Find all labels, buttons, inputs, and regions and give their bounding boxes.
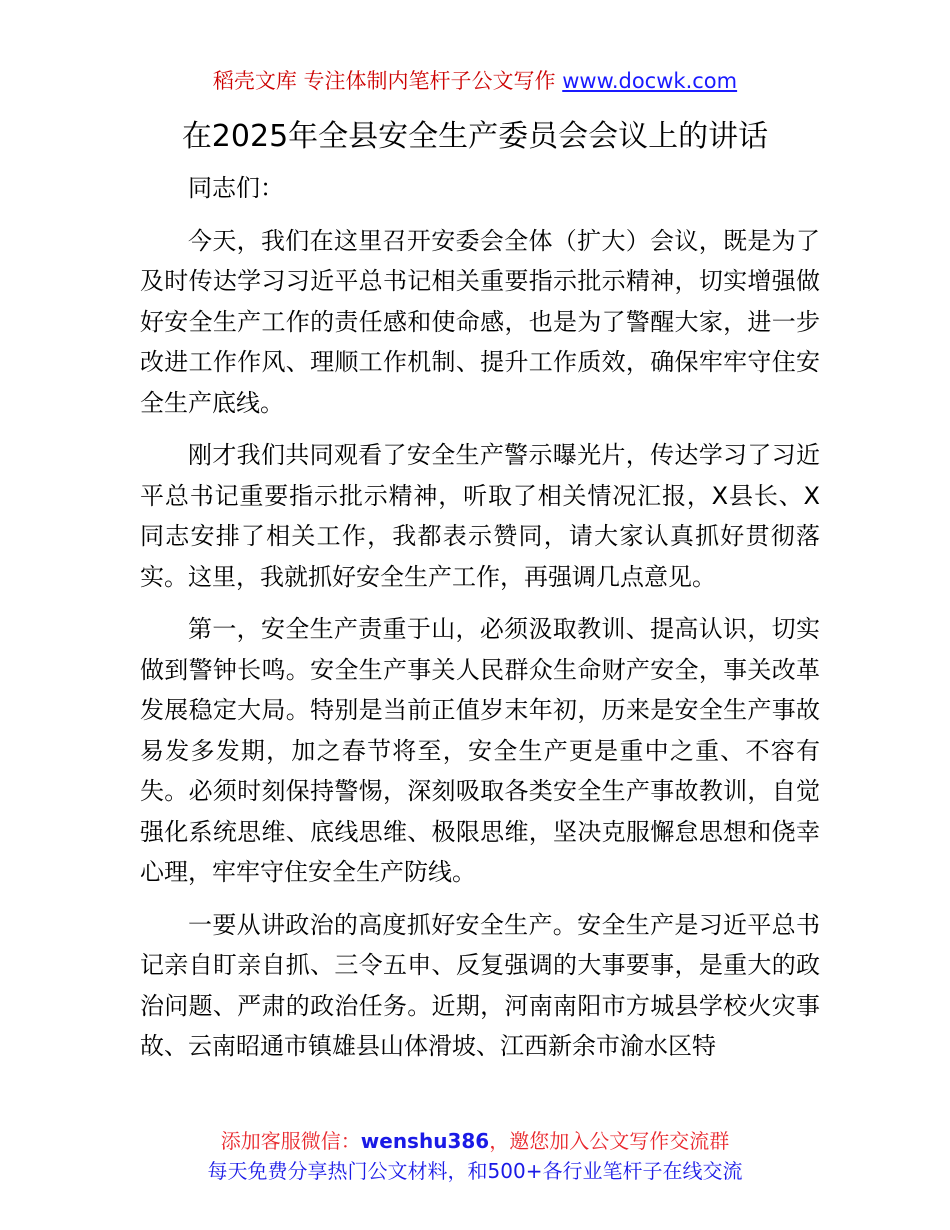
footer-wechat-prefix: 添加客服微信：	[220, 1129, 361, 1153]
paragraph: 第一，安全生产责重于山，必须汲取教训、提高认识，切实做到警钟长鸣。安全生产事关人民群众生命财产安全，事关改革发展稳定大局。特别是当前正值岁末年初，历来是安全生产事故易发多发期，加之春节将至，安全生产更是重中之重、不容有失。必须时刻保持警惕，深刻吸取各类安全生产事故教训，自觉强化系统思维、底线思维、极限思维，坚决克服懈怠思想和侥幸心理，牢牢守住安全生产防线。	[140, 615, 820, 886]
document-title: 在2025年全县安全生产委员会会议上的讲话	[181, 119, 769, 154]
paragraph: 刚才我们共同观看了安全生产警示曝光片，传达学习了习近平总书记重要指示批示精神，听取了相关情况汇报，X县长、X同志安排了相关工作，我都表示赞同，请大家认真抓好贯彻落实。这里，我就抓好安全生产工作，再强调几点意见。	[140, 441, 820, 591]
site-header	[0, 66, 950, 96]
document-body	[140, 168, 820, 1079]
paragraph: 今天，我们在这里召开安委会全体（扩大）会议，既是为了及时传达学习习近平总书记相关重要指示批示精神，切实增强做好安全生产工作的责任感和使命感，也是为了警醒大家，进一步改进工作作风、理顺工作机制、提升工作质效，确保牢牢守住安全生产底线。	[140, 226, 820, 417]
site-brand-text: 稻壳文库 专注体制内笔杆子公文写作	[212, 69, 563, 93]
paragraph: 一要从讲政治的高度抓好安全生产。安全生产是习近平总书记亲自盯亲自抓、三令五申、反复强调的大事要事，是重大的政治问题、严肃的政治任务。近期，河南南阳市方城县学校火灾事故、云南昭通市镇雄县山体滑坡、江西新余市渝水区特	[140, 910, 820, 1060]
footer-share-line: 每天免费分享热门公文材料，和500+各行业笔杆子在线交流	[207, 1159, 743, 1183]
salutation: 同志们：	[188, 174, 284, 202]
site-link[interactable]: www.docwk.com	[562, 69, 738, 93]
footer-wechat-suffix: ，邀您加入公文写作交流群	[489, 1129, 730, 1153]
footer-wechat-line	[0, 1127, 950, 1155]
footer-wechat-id: wenshu386	[360, 1129, 490, 1153]
